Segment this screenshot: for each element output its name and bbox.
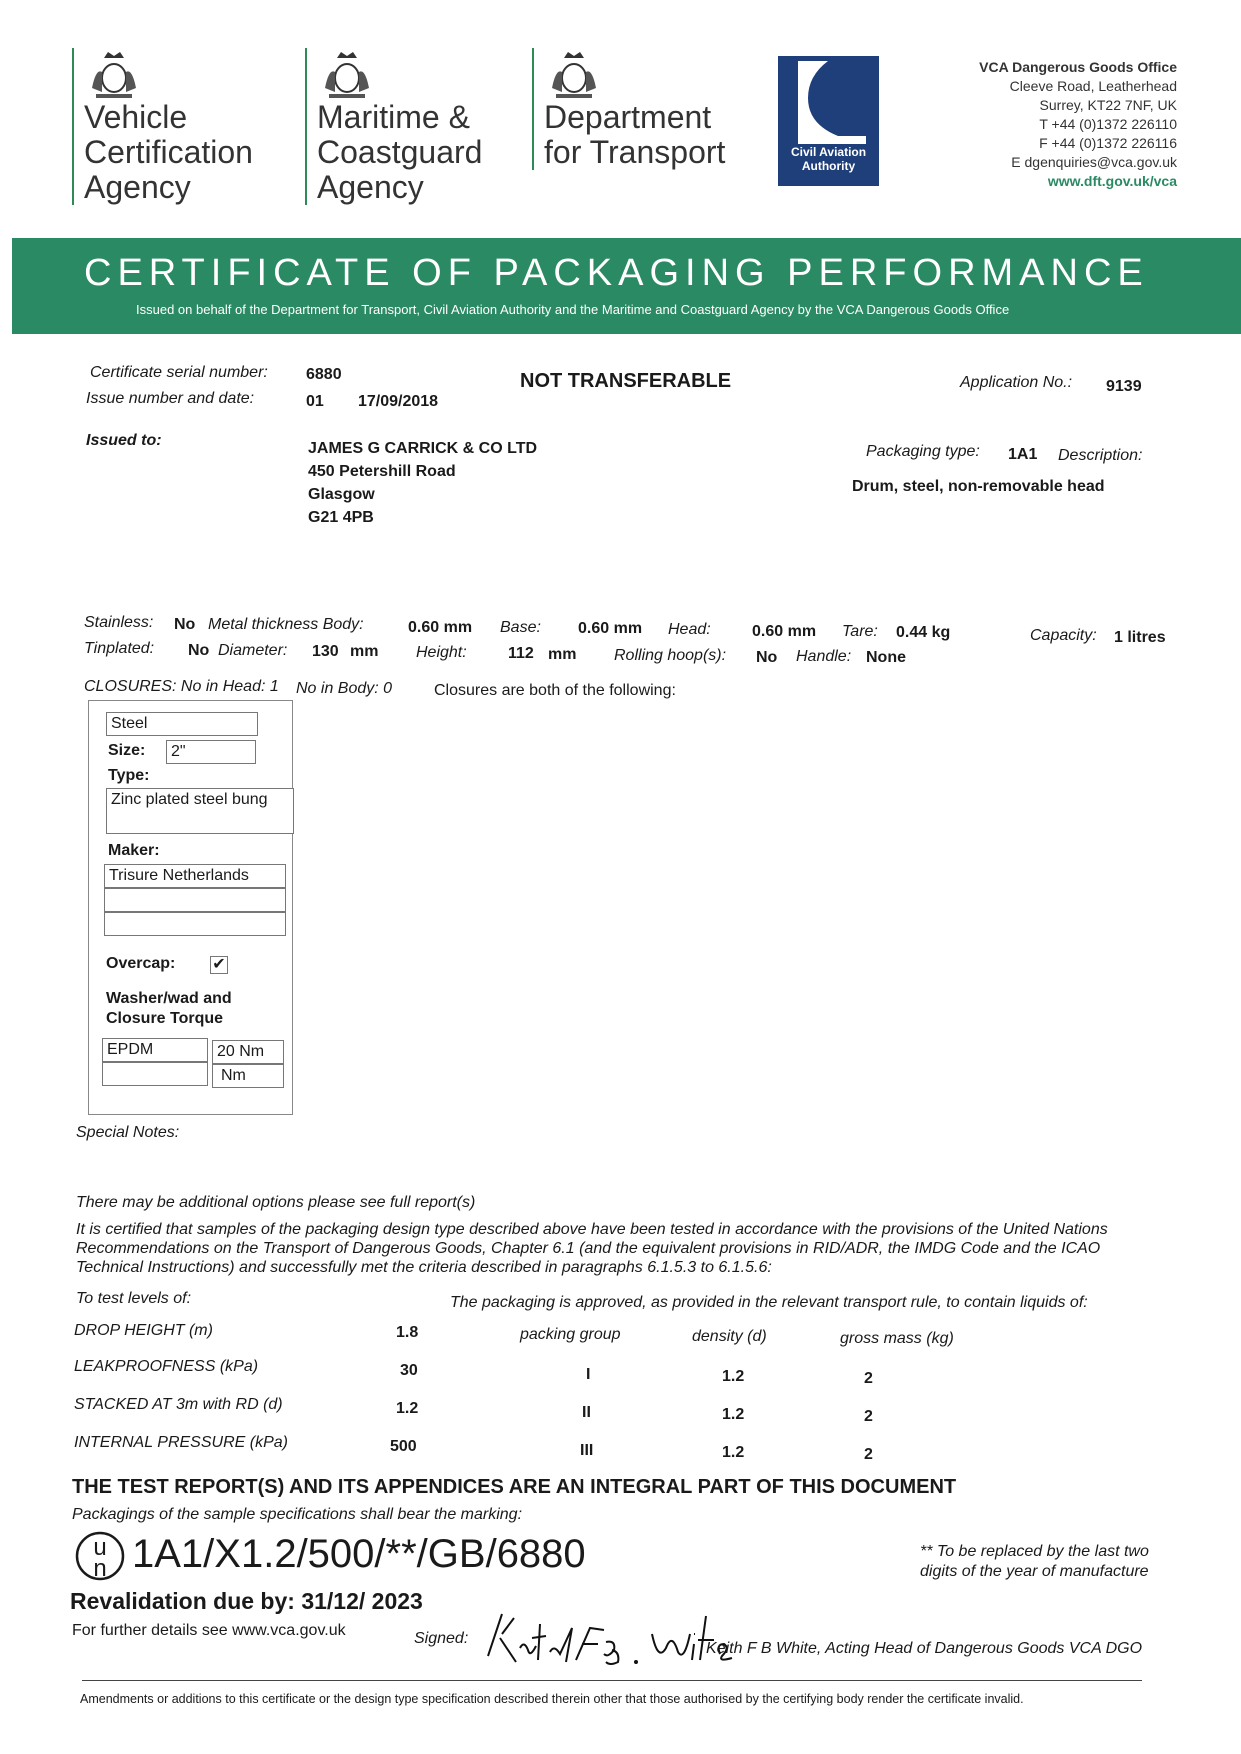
- closure-maker-field: Trisure Netherlands: [104, 864, 286, 888]
- closures-both-text: Closures are both of the following:: [434, 682, 676, 699]
- test-row-value: 30: [400, 1362, 418, 1379]
- diameter-value: 130: [312, 643, 339, 660]
- closure-maker-field-empty: [104, 888, 286, 912]
- address-line: 450 Petershill Road: [308, 463, 456, 480]
- rolling-hoop-label: Rolling hoop(s):: [614, 647, 727, 664]
- office-title: VCA Dangerous Goods Office: [979, 59, 1177, 75]
- additional-options-note: There may be additional options please see full report(s): [76, 1194, 476, 1211]
- closure-type-label: Type:: [108, 767, 150, 784]
- tinplated-value: No: [188, 642, 210, 659]
- integral-statement: THE TEST REPORT(S) AND ITS APPENDICES ARE AN INTEGRAL PART OF THIS DOCUMENT: [72, 1476, 957, 1498]
- un-symbol-icon: [74, 1530, 126, 1582]
- vca-logo: [72, 48, 253, 205]
- certificate-title: CERTIFICATE OF PACKAGING PERFORMANCE: [84, 252, 1149, 294]
- base-label: Base:: [500, 619, 541, 636]
- overcap-label: Overcap:: [106, 955, 176, 972]
- description-label: Description:: [1058, 447, 1143, 464]
- head-label: Head:: [668, 621, 711, 638]
- closures-body-label: No in Body: 0: [296, 680, 393, 697]
- agency-name: Maritime & Coastguard Agency: [317, 99, 483, 205]
- diameter-label: Diameter:: [218, 642, 288, 659]
- not-transferable: NOT TRANSFERABLE: [520, 370, 732, 392]
- density-value: 1.2: [722, 1406, 745, 1423]
- washer-field: EPDM: [102, 1038, 208, 1062]
- certificate-banner: [12, 238, 1241, 334]
- density-header: density (d): [692, 1328, 767, 1345]
- packing-group-value: II: [582, 1404, 591, 1421]
- company-name: JAMES G CARRICK & CO LTD: [308, 440, 538, 457]
- amendments-notice: Amendments or additions to this certificate or the design type specification described therein other that those authorised by the certifying body render the certificate invalid.: [80, 1692, 1024, 1706]
- application-number: 9139: [1106, 378, 1142, 395]
- closure-material-field: Steel: [106, 712, 258, 736]
- density-value: 1.2: [722, 1444, 745, 1461]
- overcap-checkbox[interactable]: ✔: [210, 956, 228, 974]
- footer-divider: [82, 1680, 1142, 1681]
- caa-text: Civil Aviation Authority: [790, 145, 867, 173]
- washer-label: Washer/wad and: [106, 990, 232, 1007]
- gross-mass-value: 2: [864, 1446, 873, 1463]
- test-row-label: LEAKPROOFNESS (kPa): [74, 1358, 259, 1375]
- tare-value: 0.44 kg: [896, 624, 951, 641]
- washer-field-empty: [102, 1062, 208, 1086]
- head-thickness: 0.60 mm: [752, 623, 817, 640]
- signature-image: [480, 1604, 760, 1674]
- height-value: 112: [508, 645, 534, 662]
- gross-mass-header: gross mass (kg): [840, 1330, 954, 1347]
- torque-unit-field: Nm: [212, 1064, 284, 1088]
- royal-crest-icon: [319, 48, 375, 100]
- issue-number: 01: [306, 393, 324, 410]
- test-row-label: DROP HEIGHT (m): [74, 1322, 213, 1339]
- gross-mass-value: 2: [864, 1408, 873, 1425]
- closure-size-field: 2": [166, 740, 256, 764]
- certification-statement: It is certified that samples of the packaging design type described above have been tested in accordance with the provisions of the United Nations Recommendations on the Transport of Dangerous Goods, Chapter 6.1 (and the equivalent provisions in RID/ADR, the IMDG Code and the ICAO Technical Instructions) and successfully met the criteria described in paragraphs 6.1.5.3 to 6.1.5.6:: [76, 1221, 1108, 1276]
- caa-logo: [778, 56, 879, 186]
- test-row-value: 500: [390, 1438, 417, 1455]
- serial-number: 6880: [306, 366, 342, 383]
- handle-label: Handle:: [796, 648, 852, 665]
- issued-to-address: [308, 437, 537, 529]
- signed-label: Signed:: [414, 1630, 469, 1647]
- metal-thickness-label: Metal thickness Body:: [208, 616, 364, 633]
- closures-label: CLOSURES: No in Head: 1: [84, 678, 279, 695]
- density-value: 1.2: [722, 1368, 745, 1385]
- torque-label: Closure Torque: [106, 1010, 224, 1027]
- packaging-type: 1A1: [1008, 446, 1038, 463]
- test-row-label: STACKED AT 3m with RD (d): [74, 1396, 283, 1413]
- office-address: [979, 58, 1177, 191]
- office-phone: T +44 (0)1372 226110: [1039, 116, 1177, 132]
- svg-text:n: n: [93, 1555, 107, 1582]
- handle-value: None: [866, 649, 906, 666]
- capacity-value: 1 litres: [1114, 629, 1166, 646]
- test-row-value: 1.8: [396, 1324, 419, 1341]
- packing-group-value: I: [586, 1366, 591, 1383]
- issue-label: Issue number and date:: [86, 390, 255, 407]
- body-thickness: 0.60 mm: [408, 619, 473, 636]
- stainless-value: No: [174, 616, 196, 633]
- royal-crest-icon: [86, 48, 142, 100]
- dft-logo: [532, 48, 725, 170]
- closure-maker-label: Maker:: [108, 842, 160, 859]
- packaging-type-label: Packaging type:: [866, 443, 980, 460]
- tinplated-label: Tinplated:: [84, 640, 155, 657]
- stainless-label: Stainless:: [84, 614, 154, 631]
- closure-maker-field-empty: [104, 912, 286, 936]
- closure-size-label: Size:: [108, 742, 146, 759]
- signatory: Keith F B White, Acting Head of Dangerous Goods VCA DGO: [706, 1640, 1143, 1657]
- address-line: Cleeve Road, Leatherhead: [1009, 78, 1177, 94]
- test-row-label: INTERNAL PRESSURE (kPa): [74, 1434, 288, 1451]
- office-fax: F +44 (0)1372 226116: [1039, 135, 1177, 151]
- office-website[interactable]: www.dft.gov.uk/vca: [1047, 173, 1177, 189]
- agency-name: Department for Transport: [544, 99, 726, 170]
- marking-intro: Packagings of the sample specifications shall bear the marking:: [72, 1506, 523, 1523]
- royal-crest-icon: [546, 48, 602, 100]
- test-row-value: 1.2: [396, 1400, 419, 1417]
- agency-name: Vehicle Certification Agency: [84, 99, 253, 205]
- issued-to-label: Issued to:: [86, 432, 162, 449]
- special-notes-label: Special Notes:: [76, 1124, 180, 1141]
- un-marking: 1A1/X1.2/500/**/GB/6880: [132, 1532, 586, 1576]
- caa-crescent-icon: [778, 56, 879, 146]
- diameter-unit: mm: [350, 643, 379, 660]
- certificate-subtitle: Issued on behalf of the Department for Transport, Civil Aviation Authority and the Maritime and Coastguard Agency by the VCA Dangerous Goods Office: [136, 302, 1010, 317]
- year-replacement-note: ** To be replaced by the last two digits of the year of manufacture: [920, 1543, 1149, 1580]
- svg-text:u: u: [93, 1534, 107, 1561]
- address-line: Surrey, KT22 7NF, UK: [1039, 97, 1177, 113]
- closure-type-field: Zinc plated steel bung: [106, 788, 294, 834]
- gross-mass-value: 2: [864, 1370, 873, 1387]
- approval-statement: The packaging is approved, as provided in the relevant transport rule, to contain liquids of:: [450, 1294, 1088, 1311]
- packing-group-header: packing group: [520, 1326, 621, 1343]
- torque-field: 20 Nm: [212, 1040, 284, 1064]
- height-unit: mm: [548, 646, 577, 663]
- mca-logo: [305, 48, 482, 205]
- revalidation-date: Revalidation due by: 31/12/ 2023: [70, 1588, 423, 1614]
- base-thickness: 0.60 mm: [578, 620, 643, 637]
- test-levels-label: To test levels of:: [76, 1290, 192, 1307]
- capacity-label: Capacity:: [1030, 627, 1097, 644]
- height-label: Height:: [416, 644, 467, 661]
- packing-group-value: III: [580, 1442, 594, 1459]
- address-line: G21 4PB: [308, 509, 374, 526]
- address-line: Glasgow: [308, 486, 375, 503]
- office-email: E dgenquiries@vca.gov.uk: [1011, 154, 1177, 170]
- serial-label: Certificate serial number:: [90, 364, 268, 381]
- description: Drum, steel, non-removable head: [852, 478, 1105, 495]
- rolling-hoop-value: No: [756, 649, 778, 666]
- tare-label: Tare:: [842, 623, 878, 640]
- issue-date: 17/09/2018: [358, 393, 439, 410]
- further-details[interactable]: For further details see www.vca.gov.uk: [72, 1622, 346, 1639]
- application-label: Application No.:: [960, 374, 1073, 391]
